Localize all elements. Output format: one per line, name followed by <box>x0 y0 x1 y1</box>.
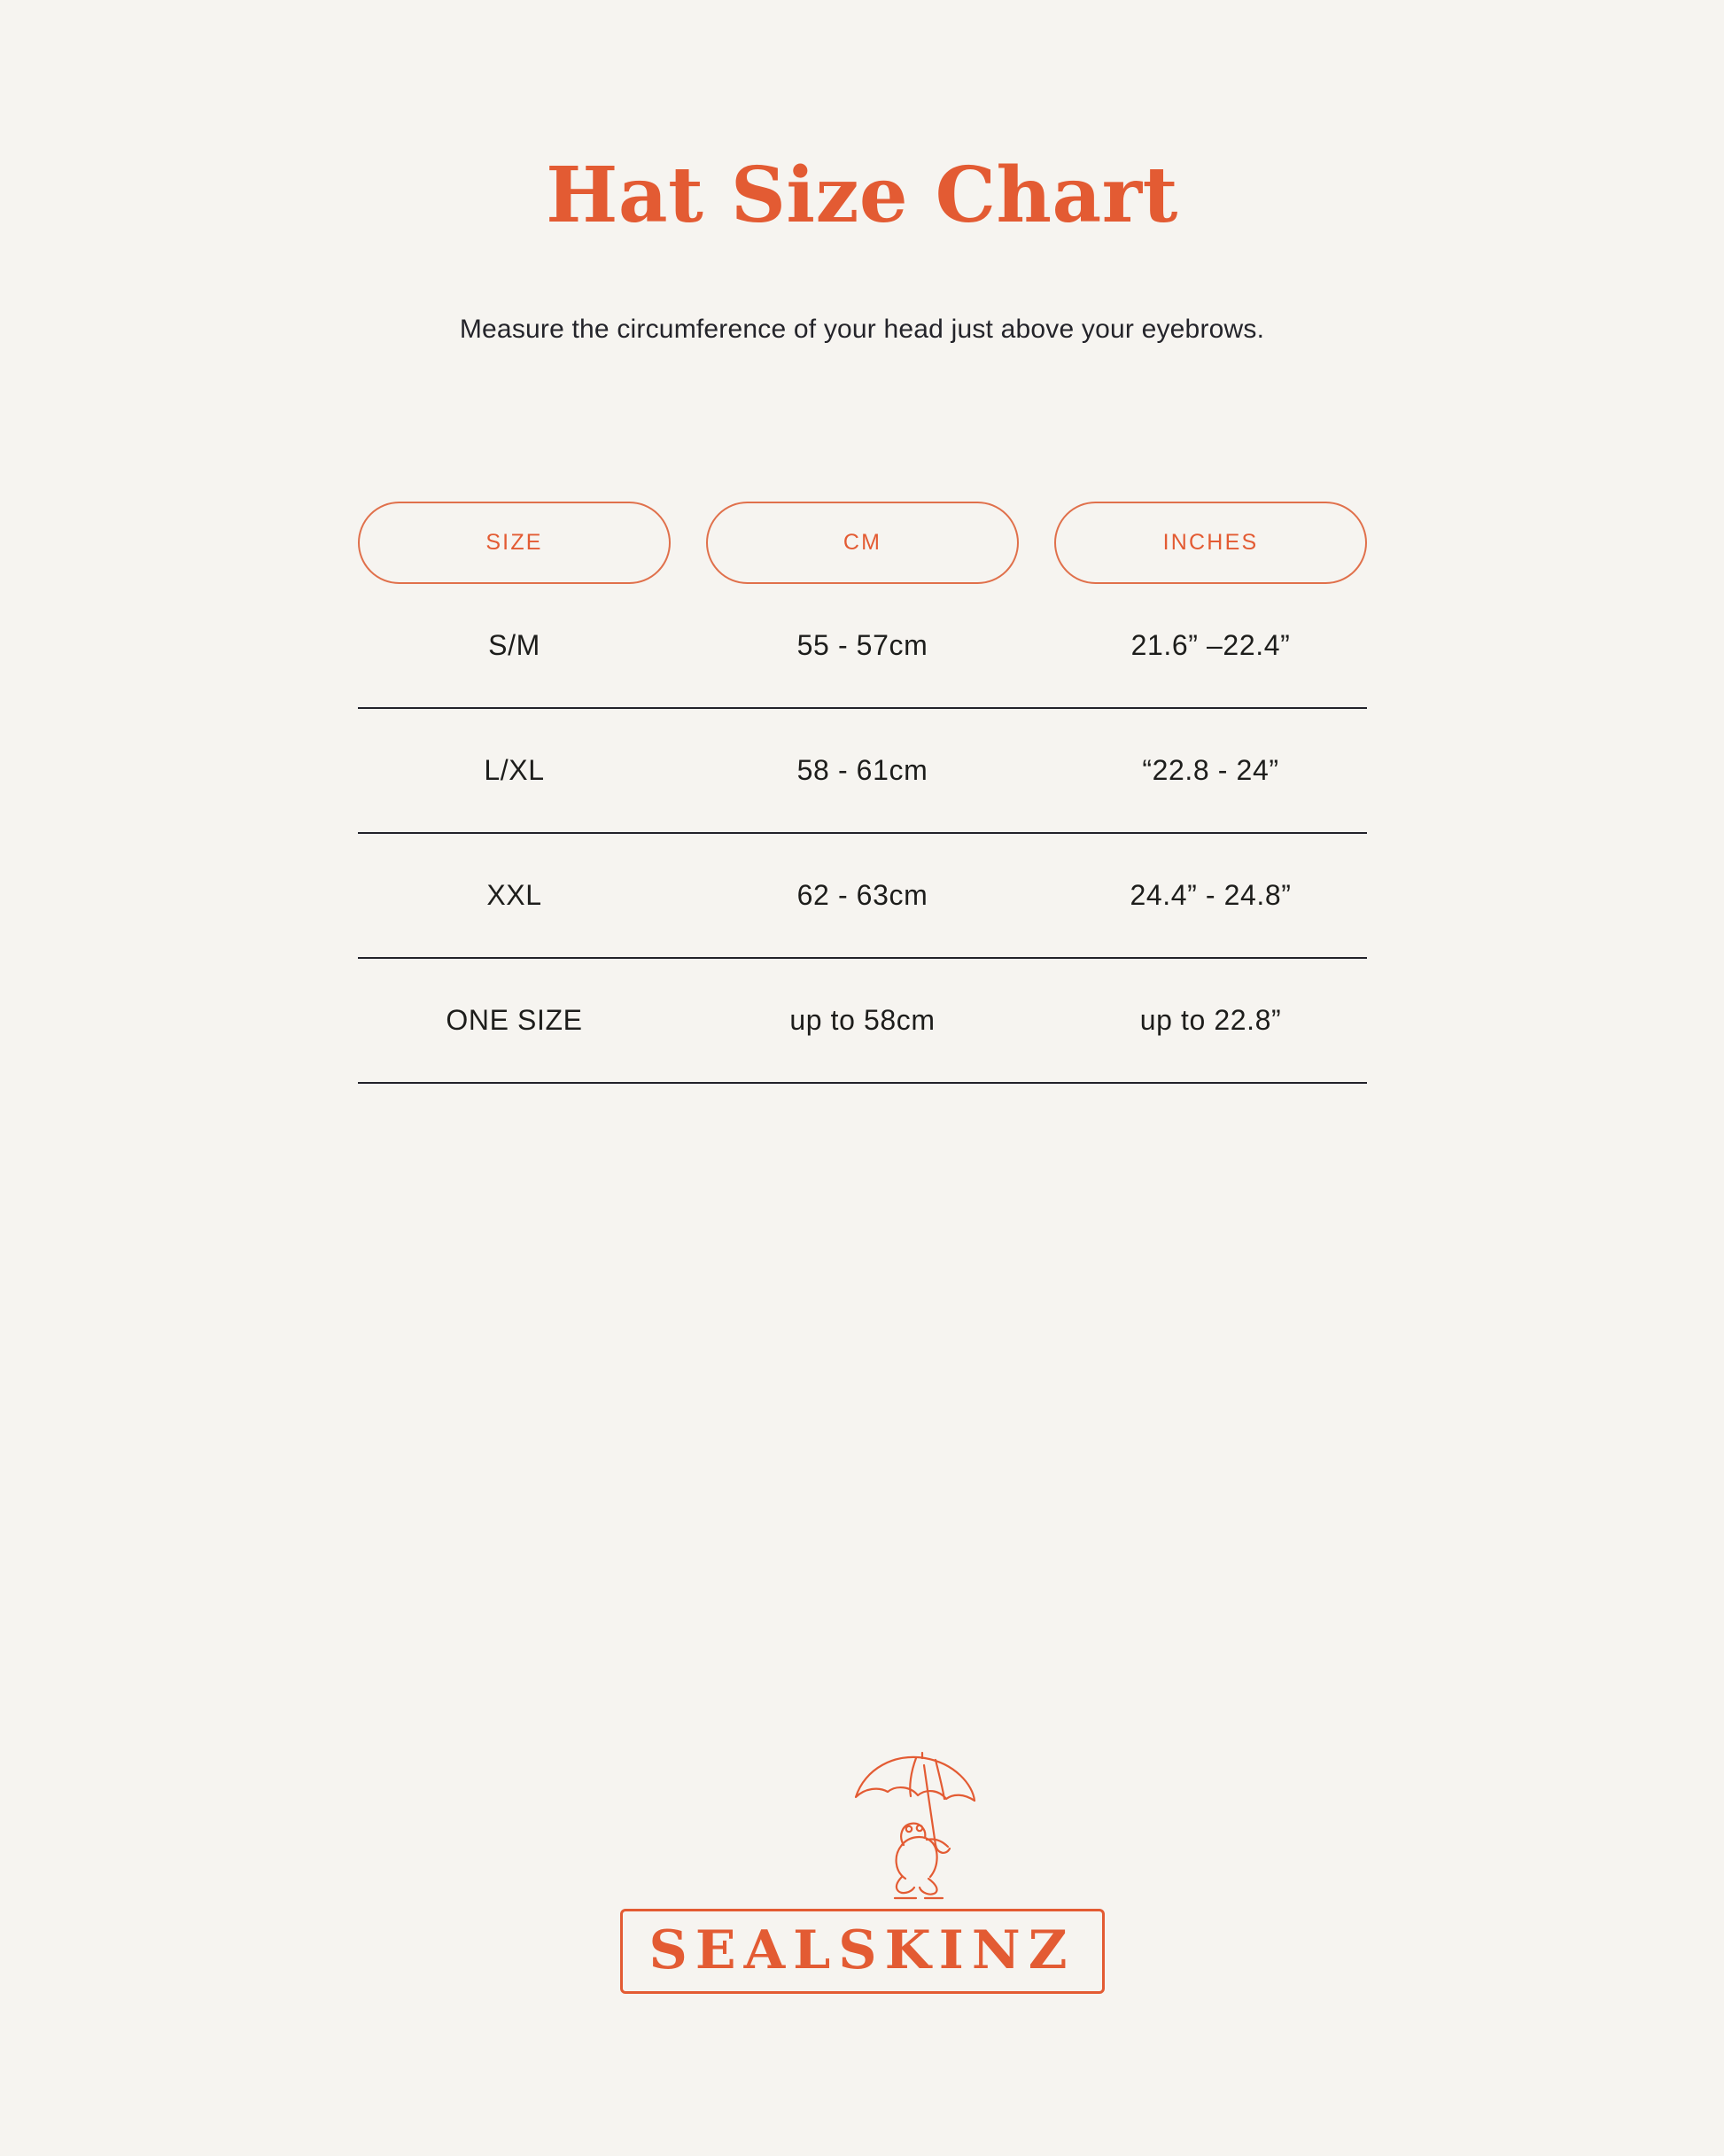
table-header-row <box>358 502 1367 584</box>
column-header-inches: INCHES <box>1054 502 1367 584</box>
cell-inches: “22.8 - 24” <box>1142 754 1279 786</box>
table-row <box>358 709 1367 834</box>
frog-with-umbrella-icon <box>840 1746 1017 1914</box>
page-subtitle: Measure the circumference of your head just above your eyebrows. <box>459 315 1265 344</box>
brand-wordmark: SEALSKINZ <box>620 1909 1105 1994</box>
cell-cm: up to 58cm <box>789 1004 936 1036</box>
table-row <box>358 584 1367 709</box>
table-row <box>358 959 1367 1084</box>
column-header-size: SIZE <box>358 502 671 584</box>
cell-inches: 24.4” - 24.8” <box>1130 879 1292 911</box>
page-title: Hat Size Chart <box>546 151 1178 240</box>
hat-size-table <box>358 502 1367 1084</box>
table-row <box>358 834 1367 959</box>
cell-cm: 55 - 57cm <box>796 629 928 661</box>
cell-size: L/XL <box>484 754 545 786</box>
cell-inches: up to 22.8” <box>1139 1004 1282 1036</box>
cell-size: XXL <box>486 879 542 911</box>
cell-cm: 58 - 61cm <box>796 754 928 786</box>
cell-cm: 62 - 63cm <box>796 879 928 911</box>
column-header-cm: CM <box>706 502 1019 584</box>
cell-size: ONE SIZE <box>446 1004 583 1036</box>
brand-logo <box>0 1746 1724 1994</box>
cell-size: S/M <box>488 629 540 661</box>
cell-inches: 21.6” –22.4” <box>1130 629 1291 661</box>
